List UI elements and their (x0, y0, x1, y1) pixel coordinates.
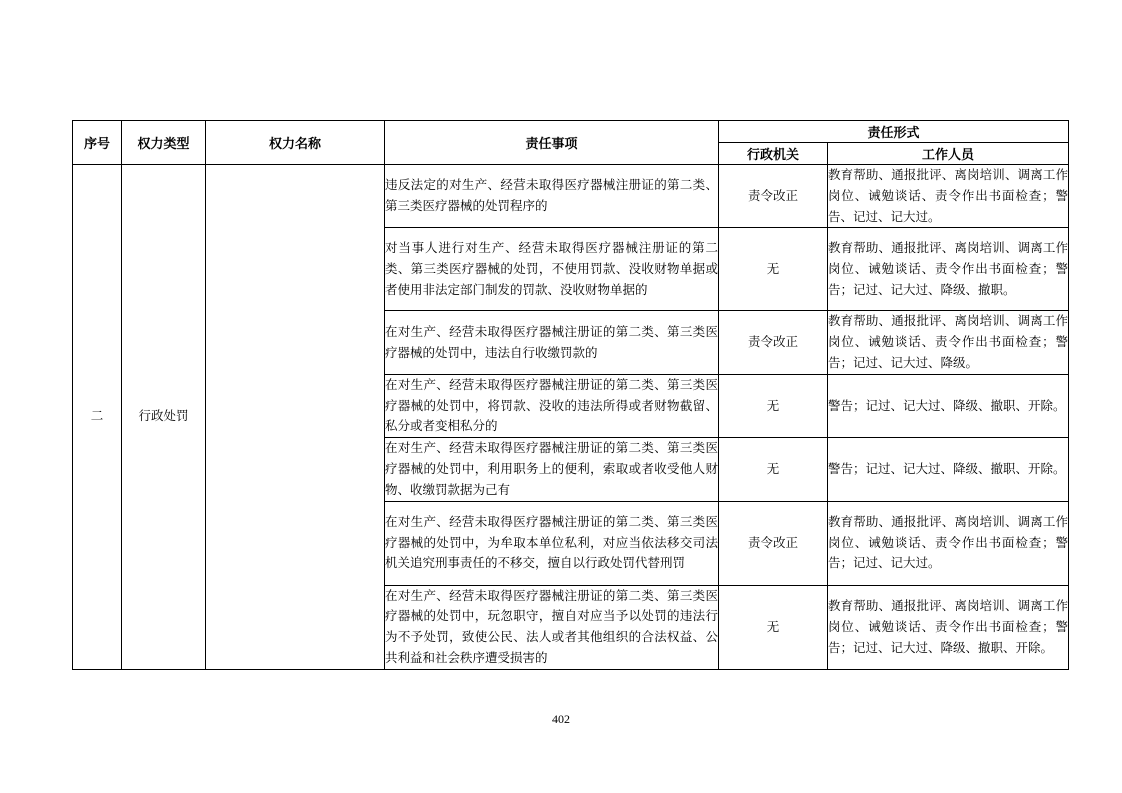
row-agency: 责令改正 (719, 165, 828, 228)
page-number: 402 (552, 712, 570, 726)
row-matter: 对当事人进行对生产、经营未取得医疗器械注册证的第二类、第三类医疗器械的处罚，不使用罚款、没收财物单据或者使用非法定部门制发的罚款、没收财物单据的 (385, 228, 719, 311)
header-seq: 序号 (73, 121, 122, 165)
row-matter: 违反法定的对生产、经营未取得医疗器械注册证的第二类、第三类医疗器械的处罚程序的 (385, 165, 719, 228)
header-row-1 (73, 121, 1069, 143)
row-staff: 警告；记过、记大过、降级、撤职、开除。 (828, 374, 1069, 437)
row-agency: 责令改正 (719, 501, 828, 585)
row-agency: 无 (719, 374, 828, 437)
header-matter: 责任事项 (385, 121, 719, 165)
row-staff: 教育帮助、通报批评、离岗培训、调离工作岗位、诫勉谈话、责令作出书面检查；警告；记过、记大过。 (828, 501, 1069, 585)
header-power-type: 权力类型 (122, 121, 206, 165)
row-staff: 教育帮助、通报批评、离岗培训、调离工作岗位、诫勉谈话、责令作出书面检查；警告；记过、记大过、降级、撤职。 (828, 228, 1069, 311)
row-matter: 在对生产、经营未取得医疗器械注册证的第二类、第三类医疗器械的处罚中，将罚款、没收的违法所得或者财物截留、私分或者变相私分的 (385, 374, 719, 437)
responsibility-table (72, 120, 1069, 670)
row-agency: 无 (719, 228, 828, 311)
row-agency: 无 (719, 585, 828, 669)
header-form: 责任形式 (719, 121, 1069, 143)
table-row (73, 165, 1069, 228)
header-staff: 工作人员 (828, 143, 1069, 165)
row-matter: 在对生产、经营未取得医疗器械注册证的第二类、第三类医疗器械的处罚中，利用职务上的便利，索取或者收受他人财物、收缴罚款据为己有 (385, 438, 719, 501)
row-staff: 警告；记过、记大过、降级、撤职、开除。 (828, 438, 1069, 501)
row-staff: 教育帮助、通报批评、离岗培训、调离工作岗位、诫勉谈话、责令作出书面检查；警告、记过、记大过。 (828, 165, 1069, 228)
row-staff: 教育帮助、通报批评、离岗培训、调离工作岗位、诫勉谈话、责令作出书面检查；警告；记过、记大过、降级、撤职、开除。 (828, 585, 1069, 669)
header-agency: 行政机关 (719, 143, 828, 165)
group-seq: 二 (73, 165, 122, 670)
row-matter: 在对生产、经营未取得医疗器械注册证的第二类、第三类医疗器械的处罚中，违法自行收缴罚款的 (385, 311, 719, 374)
row-agency: 无 (719, 438, 828, 501)
row-agency: 责令改正 (719, 311, 828, 374)
header-power-name: 权力名称 (206, 121, 385, 165)
row-matter: 在对生产、经营未取得医疗器械注册证的第二类、第三类医疗器械的处罚中，为牟取本单位私利，对应当依法移交司法机关追究刑事责任的不移交，擅自以行政处罚代替刑罚 (385, 501, 719, 585)
row-matter: 在对生产、经营未取得医疗器械注册证的第二类、第三类医疗器械的处罚中，玩忽职守，擅自对应当予以处罚的违法行为不予处罚，致使公民、法人或者其他组织的合法权益、公共利益和社会秩序遭受损害的 (385, 585, 719, 669)
group-power-type: 行政处罚 (122, 165, 206, 670)
row-staff: 教育帮助、通报批评、离岗培训、调离工作岗位、诫勉谈话、责令作出书面检查；警告；记过、记大过、降级。 (828, 311, 1069, 374)
group-power-name (206, 165, 385, 670)
